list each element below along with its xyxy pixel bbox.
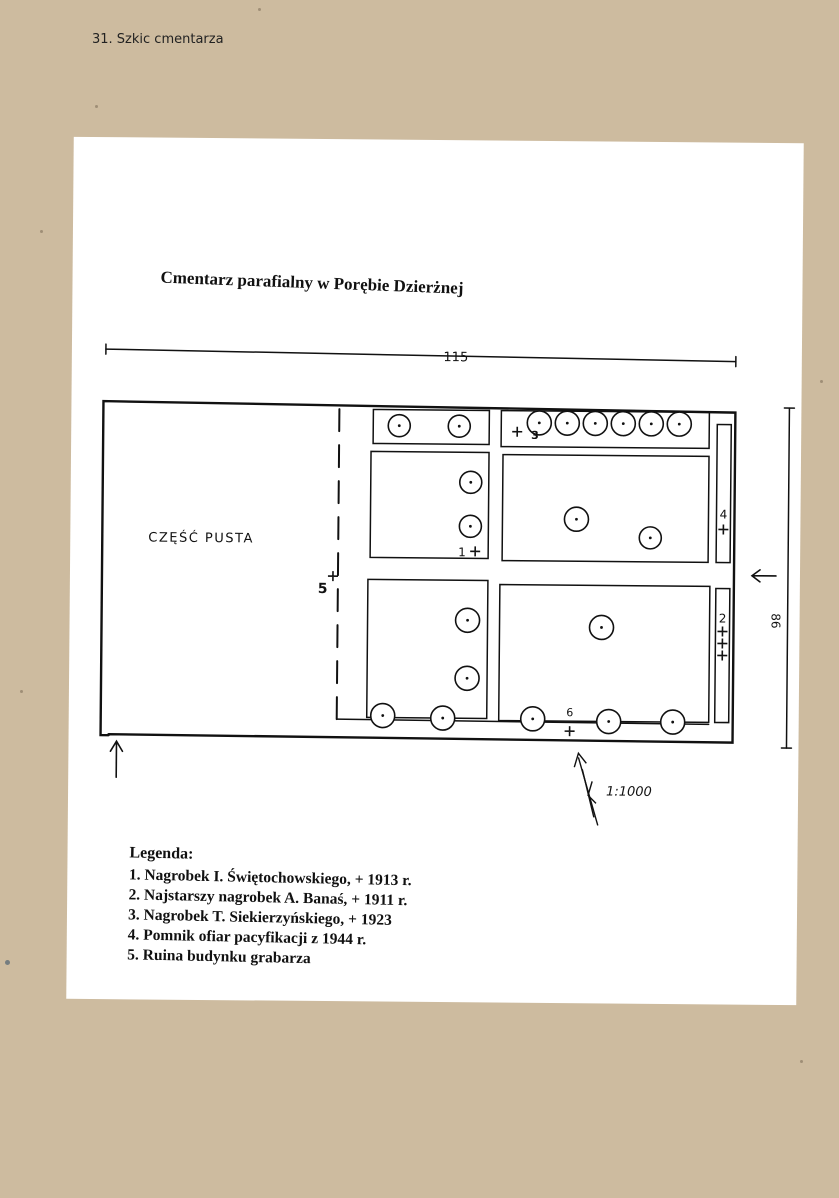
speck	[40, 230, 43, 233]
speck	[20, 690, 23, 693]
marker-label-2: 2	[718, 611, 727, 626]
empty-area-label: CZĘŚĆ PUSTA	[148, 530, 254, 547]
speck	[820, 380, 823, 383]
speck	[5, 960, 10, 965]
map-sheet	[66, 137, 803, 1005]
marker-label-1: 1	[458, 545, 466, 560]
map-title: Cmentarz parafialny w Porębie Dzierżnej	[160, 267, 464, 298]
speck	[95, 105, 98, 108]
grave-symbol	[388, 415, 410, 437]
cross-markers	[327, 425, 730, 737]
grave-symbol	[597, 709, 621, 733]
grave-markers	[371, 409, 692, 734]
cross-icon	[718, 524, 728, 534]
height-dimension	[781, 408, 794, 748]
cross-icon	[565, 726, 575, 736]
plot	[367, 579, 488, 718]
width-label: 115	[443, 350, 469, 366]
plot	[502, 455, 709, 563]
plot	[716, 424, 731, 562]
grave-symbol	[521, 707, 545, 731]
north-arrow-icon	[574, 753, 599, 825]
grave-symbol	[583, 411, 607, 435]
legend	[127, 843, 549, 974]
marker-label-6: 6	[566, 706, 574, 720]
grave-symbol	[459, 515, 481, 537]
cross-icon	[717, 638, 727, 648]
dividing-line	[337, 409, 340, 719]
legend-item: 3. Nagrobek T. Siekierzyńskiego, + 1923	[127, 906, 392, 929]
entrance-arrow-icon	[110, 741, 122, 777]
width-dimension	[106, 344, 736, 366]
entrance-arrow-icon	[752, 570, 776, 582]
legend-list	[127, 865, 549, 974]
height-label: 86	[768, 613, 783, 629]
cross-icon	[717, 650, 727, 660]
grave-symbol	[639, 412, 663, 436]
marker-label-5: 5	[317, 580, 328, 598]
legend-item: 2. Najstarszy nagrobek A. Banaś, + 1911 r.	[128, 886, 408, 910]
speck	[800, 1060, 803, 1063]
cross-icon	[512, 427, 522, 437]
grave-symbol	[431, 706, 455, 730]
grave-symbol	[448, 415, 470, 437]
scale-label: 1:1000	[606, 784, 652, 800]
grave-symbol	[564, 507, 588, 531]
marker-label-4: 4	[719, 507, 728, 522]
grave-symbol	[589, 615, 613, 639]
page-label: 31. Szkic cmentarza	[92, 32, 224, 47]
legend-title: Legenda:	[129, 844, 194, 863]
grave-symbol	[555, 411, 579, 435]
entrance-arrows	[110, 564, 776, 783]
cross-icon	[328, 571, 338, 581]
cross-icon	[470, 546, 480, 556]
grave-symbol	[661, 710, 685, 734]
grave-symbol	[371, 703, 395, 727]
legend-item: 1. Nagrobek I. Świętochowskiego, + 1913 r.	[128, 866, 412, 890]
grave-symbol	[455, 608, 479, 632]
marker-label-3: 3	[531, 428, 539, 442]
plot	[499, 585, 710, 723]
grave-symbol	[611, 412, 635, 436]
grave-symbol	[455, 666, 479, 690]
speck	[258, 8, 261, 11]
grave-symbol	[460, 471, 482, 493]
legend-item: 4. Pomnik ofiar pacyfikacji z 1944 r.	[127, 926, 367, 949]
grave-symbol	[639, 527, 661, 549]
plot	[370, 451, 489, 558]
cross-icon	[717, 626, 727, 636]
legend-item: 5. Ruina budynku grabarza	[127, 946, 311, 968]
grave-symbol	[667, 412, 691, 436]
